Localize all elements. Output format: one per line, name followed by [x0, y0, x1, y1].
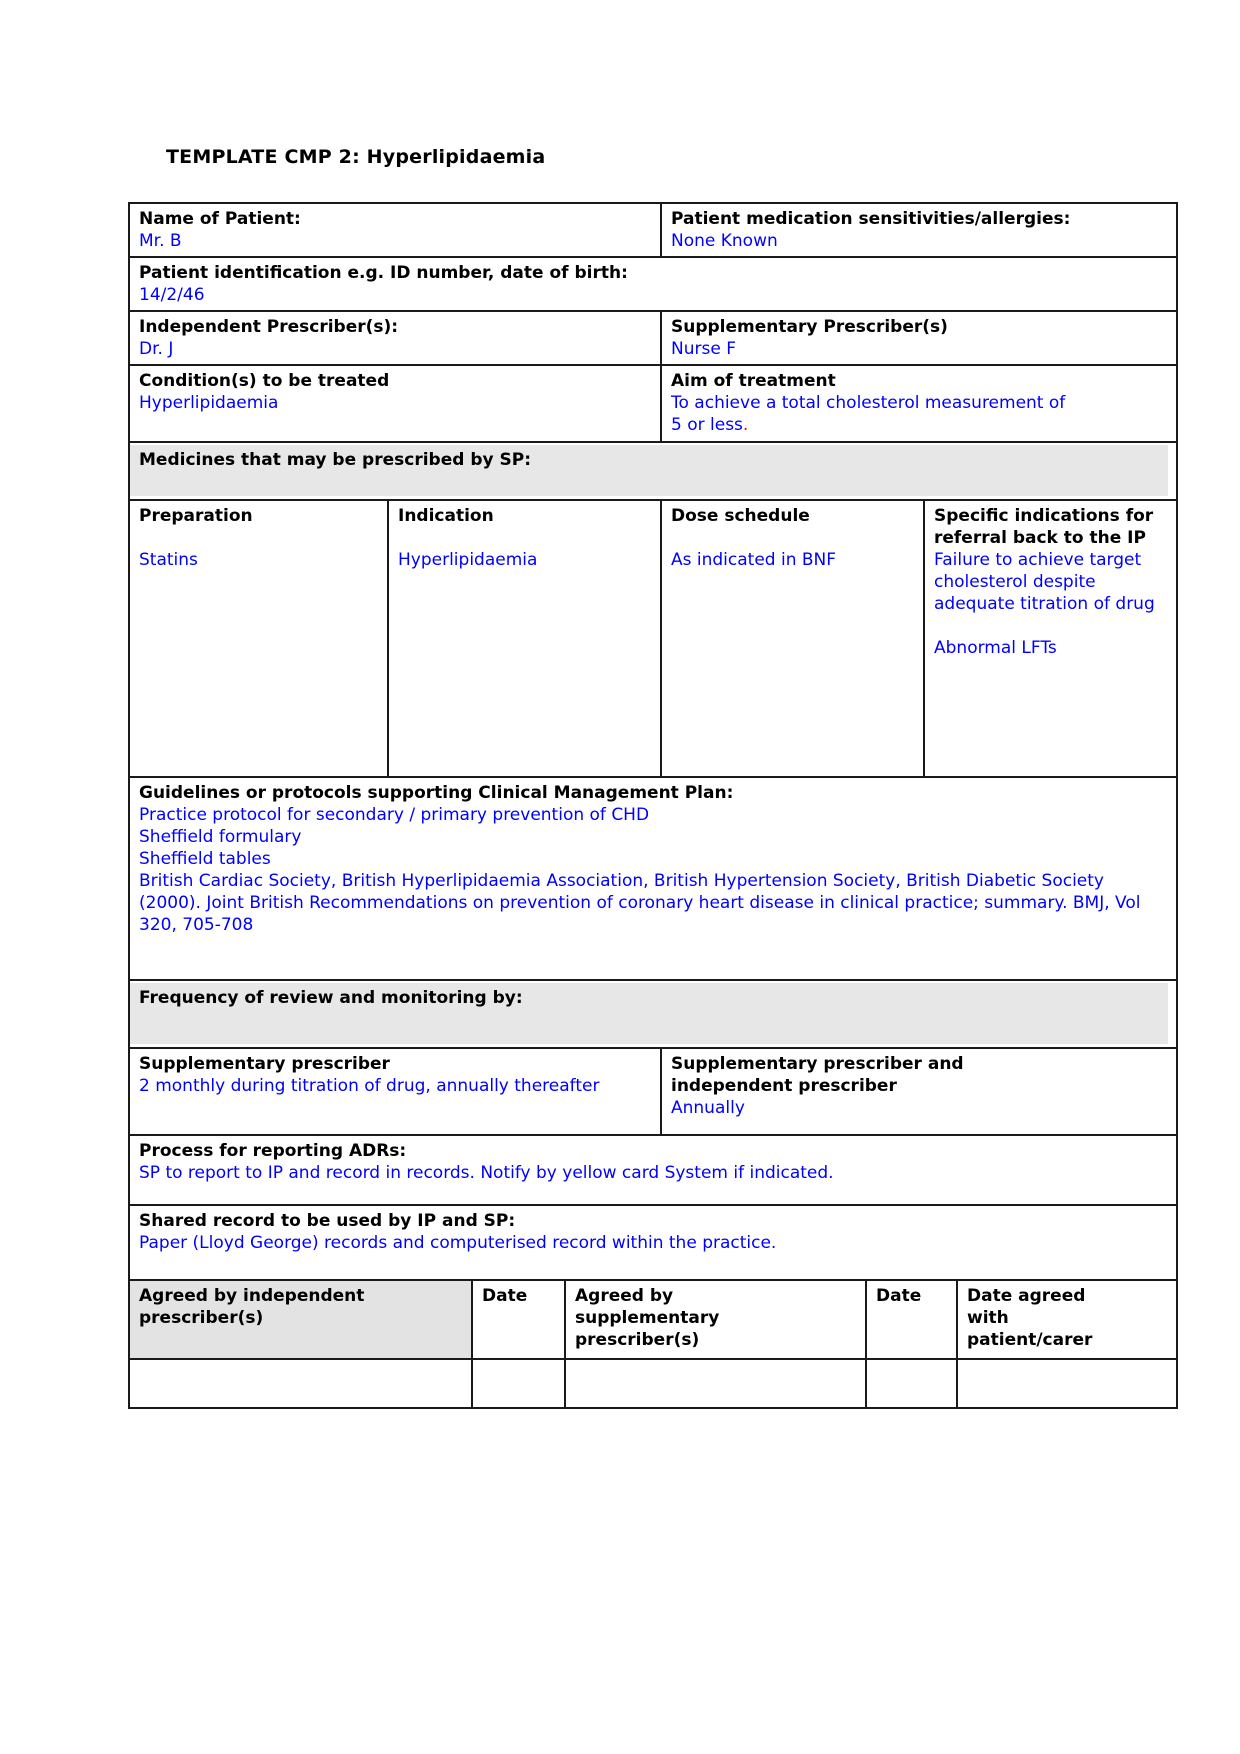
guidelines-line-1: Practice protocol for secondary / primary prevention of CHD	[139, 805, 650, 825]
shared-record-cell	[130, 1206, 1176, 1279]
sp-review-cell	[130, 1049, 660, 1134]
shared-record-value: Paper (Lloyd George) records and computerised record within the practice.	[139, 1233, 777, 1253]
adr-label: Process for reporting ADRs:	[139, 1141, 407, 1161]
medicines-section-shade	[130, 445, 1168, 496]
row-agreement-headers	[130, 1279, 1176, 1358]
referral-value-2: Abnormal LFTs	[934, 638, 1057, 658]
signature-cell-independent	[130, 1360, 471, 1407]
row-agreement-signatures	[130, 1358, 1176, 1407]
frequency-section-cell	[130, 981, 1176, 1047]
aim-value-line2: 5 or less.	[671, 415, 749, 435]
agreement-header-supplementary	[564, 1281, 865, 1358]
row-condition-aim	[130, 364, 1176, 441]
agreement-header-patient-date	[956, 1281, 1176, 1358]
adr-cell	[130, 1136, 1176, 1204]
referral-indications-cell	[923, 501, 1176, 776]
row-frequency-section	[130, 979, 1176, 1047]
agreement-header-supplementary-label: Agreed by supplementary prescriber(s)	[575, 1286, 720, 1350]
frequency-section-shade	[130, 983, 1168, 1044]
dose-schedule-cell	[660, 501, 923, 776]
signature-cell-date-1	[471, 1360, 564, 1407]
row-patient-name-allergies	[130, 204, 1176, 256]
patient-id-value: 14/2/46	[139, 285, 205, 305]
row-guidelines	[130, 776, 1176, 979]
spacer	[671, 527, 913, 549]
preparation-cell	[130, 501, 387, 776]
sp-ip-review-label: Supplementary prescriber and independent prescriber	[671, 1054, 964, 1096]
dose-schedule-value: As indicated in BNF	[671, 550, 837, 570]
page-title: TEMPLATE CMP 2: Hyperlipidaemia	[166, 146, 546, 168]
supplementary-prescriber-label: Supplementary Prescriber(s)	[671, 317, 948, 337]
patient-id-label: Patient identification e.g. ID number, date of birth:	[139, 263, 628, 283]
referral-value-1: Failure to achieve target cholesterol despite adequate titration of drug	[934, 550, 1155, 614]
agreement-header-patient-date-label: Date agreed with patient/carer	[967, 1286, 1093, 1350]
referral-header: Specific indications for referral back to the IP	[934, 506, 1154, 548]
medicines-section-label: Medicines that may be prescribed by SP:	[139, 450, 531, 470]
row-adr-process	[130, 1134, 1176, 1204]
patient-name-label: Name of Patient:	[139, 209, 301, 229]
independent-prescriber-value: Dr. J	[139, 339, 174, 359]
shared-record-label: Shared record to be used by IP and SP:	[139, 1211, 516, 1231]
row-shared-record	[130, 1204, 1176, 1279]
independent-prescriber-cell	[130, 312, 660, 364]
patient-allergies-label: Patient medication sensitivities/allergies:	[671, 209, 1071, 229]
guidelines-line-4: British Cardiac Society, British Hyperlipidaemia Association, British Hypertension Society, British Diabetic Society (2000). Joint British Recommendations on prevention of coronary heart disease in clinical practice; summary. BMJ, Vol 320, 705-708	[139, 871, 1141, 935]
guidelines-label: Guidelines or protocols supporting Clinical Management Plan:	[139, 783, 734, 803]
row-patient-identification	[130, 256, 1176, 310]
agreement-header-date-2	[865, 1281, 956, 1358]
sp-review-label: Supplementary prescriber	[139, 1054, 390, 1074]
agreement-header-independent-label: Agreed by independent prescriber(s)	[139, 1286, 365, 1328]
agreement-header-date-2-label: Date	[876, 1286, 922, 1306]
sp-ip-review-value: Annually	[671, 1098, 745, 1118]
indication-value: Hyperlipidaemia	[398, 550, 538, 570]
signature-cell-supplementary	[564, 1360, 865, 1407]
guidelines-line-2: Sheffield formulary	[139, 827, 302, 847]
patient-allergies-cell	[660, 204, 1176, 256]
row-medicines-table	[130, 499, 1176, 776]
independent-prescriber-label: Independent Prescriber(s):	[139, 317, 399, 337]
sp-ip-review-cell	[660, 1049, 1176, 1134]
guidelines-line-3: Sheffield tables	[139, 849, 271, 869]
cmp-form-table	[128, 202, 1178, 1409]
condition-cell	[130, 366, 660, 441]
sp-review-value: 2 monthly during titration of drug, annually thereafter	[139, 1076, 600, 1096]
adr-value: SP to report to IP and record in records. Notify by yellow card System if indicated.	[139, 1163, 834, 1183]
condition-label: Condition(s) to be treated	[139, 371, 390, 391]
patient-name-cell	[130, 204, 660, 256]
condition-value: Hyperlipidaemia	[139, 393, 279, 413]
aim-label: Aim of treatment	[671, 371, 836, 391]
guidelines-cell	[130, 778, 1176, 979]
agreement-header-independent	[130, 1281, 471, 1358]
row-prescribers	[130, 310, 1176, 364]
signature-cell-date-2	[865, 1360, 956, 1407]
aim-cell	[660, 366, 1176, 441]
spacer	[398, 527, 650, 549]
dose-schedule-header: Dose schedule	[671, 506, 810, 526]
signature-cell-patient-date	[956, 1360, 1176, 1407]
patient-allergies-value: None Known	[671, 231, 778, 251]
row-review-frequencies	[130, 1047, 1176, 1134]
indication-cell	[387, 501, 660, 776]
spacer	[934, 615, 1166, 637]
agreement-header-date-1-label: Date	[482, 1286, 528, 1306]
patient-id-cell	[130, 258, 1176, 310]
supplementary-prescriber-cell	[660, 312, 1176, 364]
row-medicines-section	[130, 441, 1176, 499]
supplementary-prescriber-value: Nurse F	[671, 339, 736, 359]
preparation-header: Preparation	[139, 506, 253, 526]
spacer	[139, 527, 377, 549]
agreement-header-date-1	[471, 1281, 564, 1358]
aim-red-period: .	[742, 415, 749, 435]
patient-name-value: Mr. B	[139, 231, 182, 251]
aim-value-line1: To achieve a total cholesterol measurement of	[671, 393, 1066, 413]
medicines-section-cell	[130, 443, 1176, 499]
preparation-value: Statins	[139, 550, 198, 570]
frequency-section-label: Frequency of review and monitoring by:	[139, 988, 523, 1008]
indication-header: Indication	[398, 506, 494, 526]
